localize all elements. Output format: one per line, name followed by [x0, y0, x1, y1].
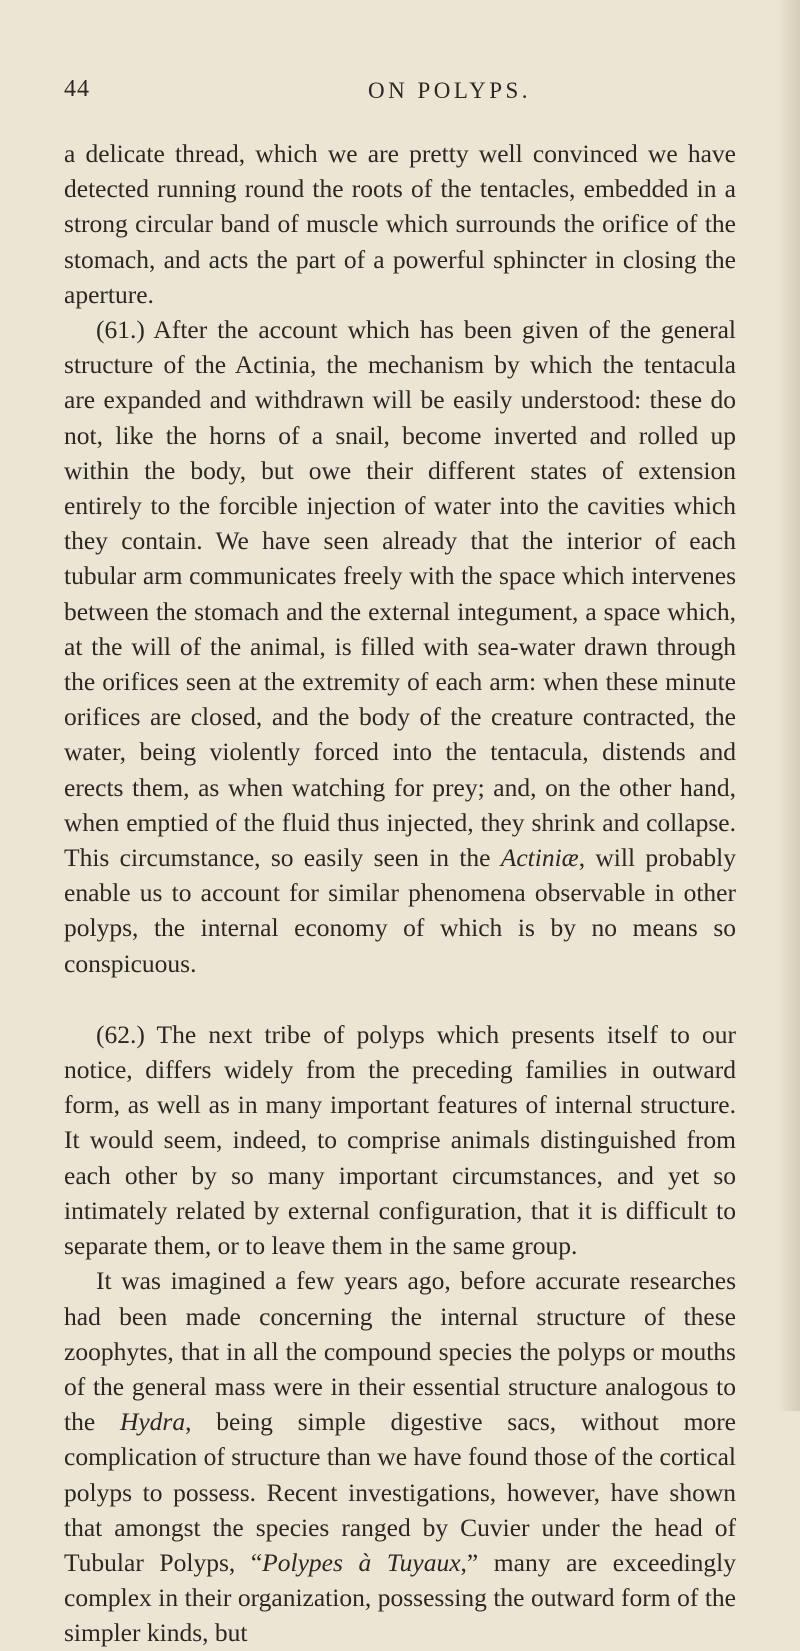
paragraph-62-cont-c: ,” many are exceedingly complex in their organization, possessing the outward form of the simpler kinds, but — [64, 1547, 736, 1648]
polypes-term: Polypes à Tuyaux — [262, 1547, 461, 1577]
paragraph-62-cont — [64, 1263, 736, 1650]
running-title: ON POLYPS. — [368, 78, 532, 103]
page-edge — [778, 0, 800, 1411]
paragraph-62-cont-b: , being simple digestive sacs, without more complication of structure than we have found those of the cortical polyps to possess. Recent investigations, however, have shown that amongst the species ranged by Cuvier under the head of Tubular Polyps, “ — [64, 1407, 737, 1577]
paragraph-1 — [64, 136, 736, 312]
paragraph-61-text: (61.) After the account which has been given of the general structure of the Actinia, the mechanism by which the tentacula are expanded and withdrawn will be easily understood: these do not, like the horns of a snail, become inverted and rolled up within the body, but owe their different states of extension entirely to the forcible injection of water into the cavities which they contain. We have seen already that the interior of each tubular arm communicates freely with the space which intervenes between the stomach and the external integument, a space which, at the will of the animal, is filled with sea-water drawn through the orifices seen at the extremity of each arm: when these minute orifices are closed, and the body of the creature contracted, the water, being violently forced into the tentacula, distends and erects them, as when watching for prey; and, on the other hand, when emptied of the fluid thus injected, they shrink and collapse. This circumstance, so easily seen in the — [64, 315, 736, 873]
paragraph-62-cont-a: It was imagined a few years ago, before accurate researches had been made concerning the internal structure of these zoophytes, that in all the compound species the polyps or mouths of the general mass were in their essential structure analogous to the — [64, 1266, 736, 1437]
hydra-term: Hydra — [119, 1407, 186, 1437]
paragraph-61 — [64, 312, 736, 981]
paragraph-62-text: (62.) The next tribe of polyps which presents itself to our notice, differs widely from the preceding families in outward form, as well as in many important features of internal structure. It would seem, indeed, to comprise animals distinguished from each other by so many important circumstances, and yet so intimately related by external configuration, that it is difficult to separate them, or to leave them in the same group. — [64, 1019, 736, 1261]
running-head — [64, 76, 736, 110]
paragraph-61-end: , will probably enable us to account for similar phenomena observable in other polyps, the internal economy of which is by no means so conspicuous. — [64, 843, 736, 978]
paragraph-62 — [64, 1017, 736, 1263]
body-text — [64, 136, 736, 1651]
actiniae-term: Actiniæ — [500, 843, 579, 873]
paragraph-1-text: a delicate thread, which we are pretty well convinced we have detected running round the roots of the tentacles, embedded in a strong circular band of muscle which surrounds the orifice of the stomach, and acts the part of a powerful sphincter in closing the aperture. — [64, 139, 736, 309]
page-number: 44 — [64, 76, 90, 102]
